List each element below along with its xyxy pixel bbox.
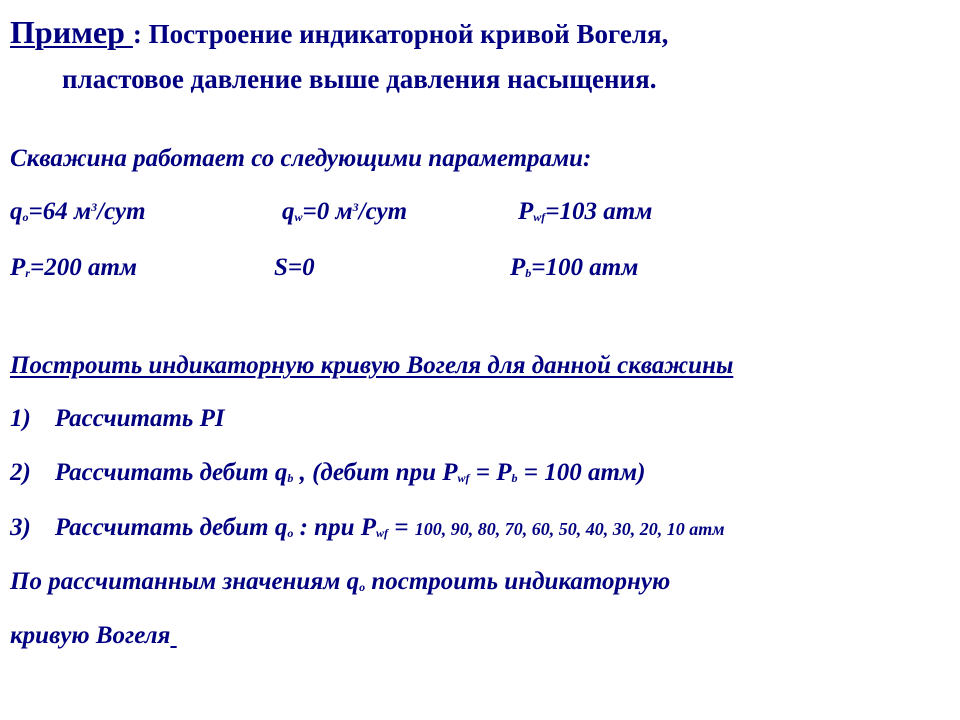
task-heading: Построить индикаторную кривую Вогеля для данной скважины bbox=[10, 352, 734, 379]
param-pwf: Pwf=103 атм bbox=[518, 198, 653, 225]
title-label: Пример bbox=[10, 14, 133, 50]
param-qo: qo=64 $м^3$/сут bbox=[10, 198, 146, 225]
param-pb: Pb=100 атм bbox=[510, 254, 639, 281]
conclusion-line2: кривую Вогеля bbox=[10, 622, 171, 649]
param-s: S=0 bbox=[274, 254, 315, 281]
conclusion-line1: По рассчитанным значениям qo построить индикаторную bbox=[10, 568, 671, 595]
intro-text: Скважина работает со следующими параметрами: bbox=[10, 145, 592, 172]
param-pr: Pr=200 атм bbox=[10, 254, 138, 281]
slide-title bbox=[10, 14, 668, 51]
title-line2: пластовое давление выше давления насыщения. bbox=[62, 64, 657, 94]
title-line1: Построение индикаторной кривой Вогеля, bbox=[148, 19, 669, 49]
param-qw: qw=0 $м^3$/сут bbox=[282, 198, 408, 225]
step-3: 3) Рассчитать дебит qo : при Pwf = 100, 90, 80, 70, 60, 50, 40, 30, 20, 10 атм bbox=[10, 514, 725, 541]
step-1: 1) Рассчитать PI bbox=[10, 405, 225, 432]
step-2: 2) Рассчитать дебит qb , (дебит при Pwf = Pb = 100 атм) bbox=[10, 459, 646, 486]
title-colon: : bbox=[132, 19, 149, 49]
